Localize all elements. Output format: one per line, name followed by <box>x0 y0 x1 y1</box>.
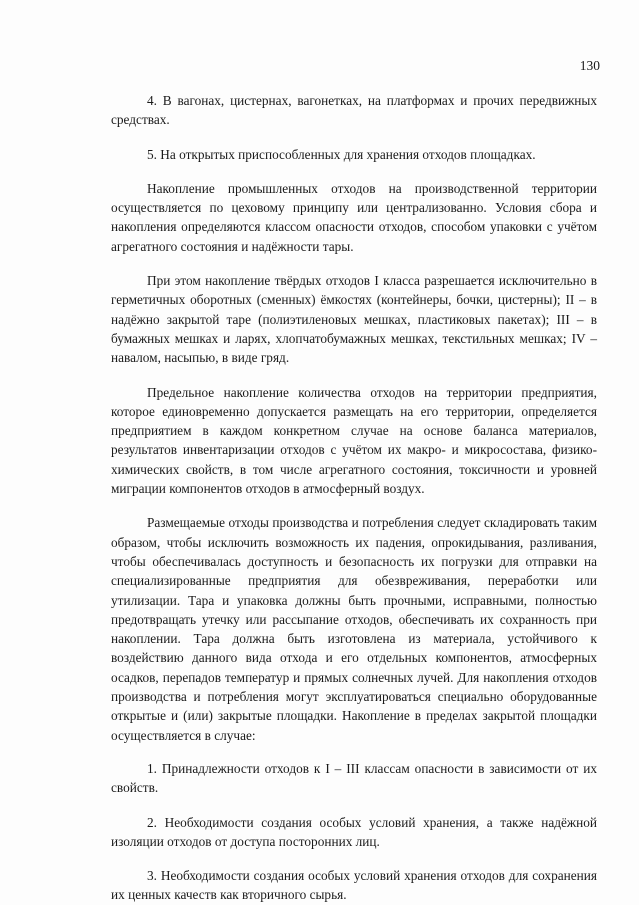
list-item-condition-2: 2. Необходимости создания особых условий хранения, а также надёжной изоляции отходов от доступа посторонних лиц. <box>111 814 597 849</box>
list-item-condition-3: 3. Необходимости создания особых условий хранения отходов для сохранения их ценных качеств как вторичного сырья. <box>111 868 597 903</box>
page-body <box>111 91 597 920</box>
page-number: 130 <box>579 58 600 73</box>
paragraph-item-4: 4. В вагонах, цистернах, вагонетках, на платформах и прочих передвижных средствах. <box>111 93 597 128</box>
paragraph-hazard-classes: При этом накопление твёрдых отходов I класса разрешается исключительно в герметичных оборотных (сменных) ёмкостях (контейнеры, бочки, цистерны); II – в надёжно закрытой таре (полиэтиленовых мешках, пластиковых пакетах); III – в бумажных мешках и ларях, хлопчатобумажных мешках, текстильных мешках; IV – навалом, насыпью, в виде гряд. <box>111 273 597 366</box>
paragraph-storage-requirements: Размещаемые отходы производства и потребления следует складировать таким образом, чтобы исключить возможность их падения, опрокидывания, разливания, чтобы обеспечивалась доступность и безопасность их погрузки для отправки на специализированные предприятия для обезвреживания, переработки или утилизации. Тара и упаковка должны быть прочными, исправными, полностью предотвращать утечку или рассыпание отходов, обеспечивать их сохранность при накоплении. Тара должна быть изготовлена из материала, устойчивого к воздействию данного вида отхода и его отдельных компонентов, атмосферных осадков, перепадов температур и прямых солнечных лучей. Для накопления отходов производства и потребления могут эксплуатироваться специально оборудованные открытые и (или) закрытые площадки. Накопление в пределах закрытой площадки осуществляется в случае: <box>111 515 597 743</box>
paragraph-maximum-accumulation: Предельное накопление количества отходов на территории предприятия, которое единовременно допускается размещать на его территории, определяется предприятием в каждом конкретном случае на основе баланса материалов, результатов инвентаризации отходов с учётом их макро- и микросостава, физико-химических свойств, в том числе агрегатного состояния, токсичности и уровней миграции компонентов отходов в атмосферный воздух. <box>111 384 597 497</box>
paragraph-item-5: 5. На открытых приспособленных для хранения отходов площадках. <box>147 146 536 162</box>
list-item-condition-1: 1. Принадлежности отходов к I – III классам опасности в зависимости от их свойств. <box>111 760 597 796</box>
paragraph-industrial-waste-accumulation: Накопление промышленных отходов на производственной территории осуществляется по цеховому принципу или централизованно. Условия сбора и накопления определяются классом опасности отходов, способом упаковки с учётом агрегатного состояния и надёжности тары. <box>111 180 597 254</box>
